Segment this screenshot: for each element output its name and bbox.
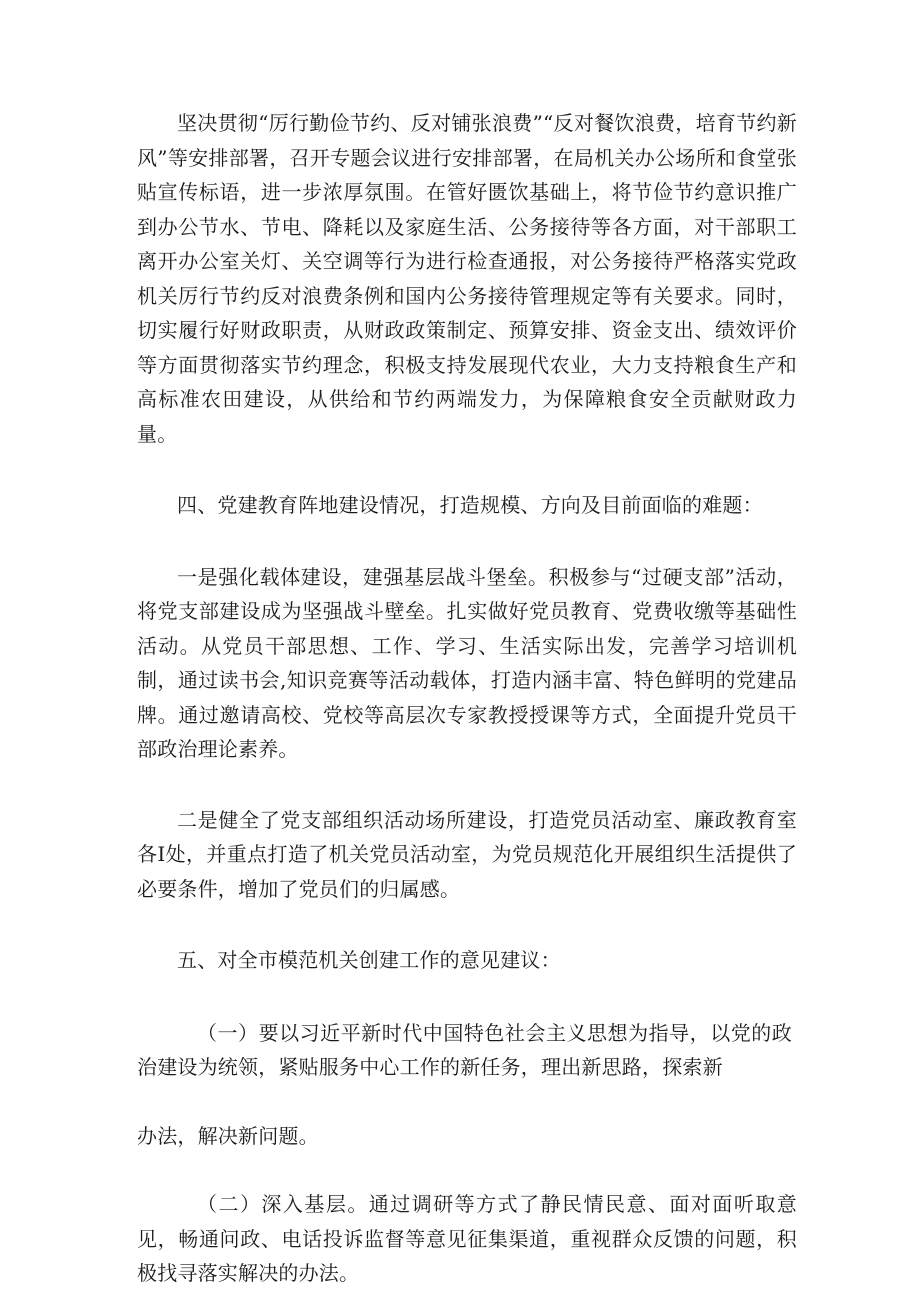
section-heading-4: 四、党建教育阵地建设情况，打造规模、方向及目前面临的难题： [177,493,763,517]
section-heading-5: 五、对全市模范机关创建工作的意见建议： [177,948,561,972]
paragraph-frugality: 坚决贯彻“厉行勤俭节约、反对铺张浪费”“反对餐饮浪费，培育节约新风”等安排部署，召开专题会议进行安排部署，在局机关办公场所和食堂张贴宣传标语，进一步浓厚氛围。在管好匮饮基础上，将节俭节约意识推广到办公节水、节电、降耗以及家庭生活、公务接待等各方面，对干部职工离开办公室关灯、关空调等行为进行检查通报，对公务接待严格落实党政机关厉行节约反对浪费条例和国内公务接待管理规定等有关要求。同时，切实履行好财政职责，从财政政策制定、预算安排、资金支出、绩效评价等方面贯彻落实节约理念，积极支持发展现代农业，大力支持粮食生产和高标准农田建设，从供给和节约两端发力，为保障粮食安全贡献财政力量。 [137,111,797,446]
paragraph-activity-venues: 二是健全了党支部组织活动场所建设，打造党员活动室、廉政教育室各I处，并重点打造了机关党员活动室，为党员规范化开展组织生活提供了必要条件，增加了党员们的归属感。 [137,807,797,901]
suggestion-item-1: （一）要以习近平新时代中国特色社会主义思想为指导，以党的政治建设为统领，紧贴服务中心工作的新任务，理出新思路，探索新 [137,1020,792,1079]
suggestion-item-1-continued: 办法，解决新问题。 [137,1123,319,1148]
document-page [137,106,797,1291]
paragraph-carrier-construction: 一是强化载体建设，建强基层战斗堡垒。积极参与“过硬支部”活动，将党支部建设成为坚强战斗壁垒。扎实做好党员教育、党费收缴等基础性活动。从党员干部思想、工作、学习、生活实际出发，完善学习培训机制，通过读书会,知识竞赛等活动载体，打造内涵丰富、特色鲜明的党建品牌。通过邀请高校、党校等高层次专家教授授课等方式，全面提升党员干部政治理论素养。 [137,564,797,761]
suggestion-item-2: （二）深入基层。通过调研等方式了静民情民意、面对面听取意见，畅通问政、电话投诉监督等意见征集渠道，重视群众反馈的问题，积极找寻落实解决的办法。 [137,1192,797,1285]
